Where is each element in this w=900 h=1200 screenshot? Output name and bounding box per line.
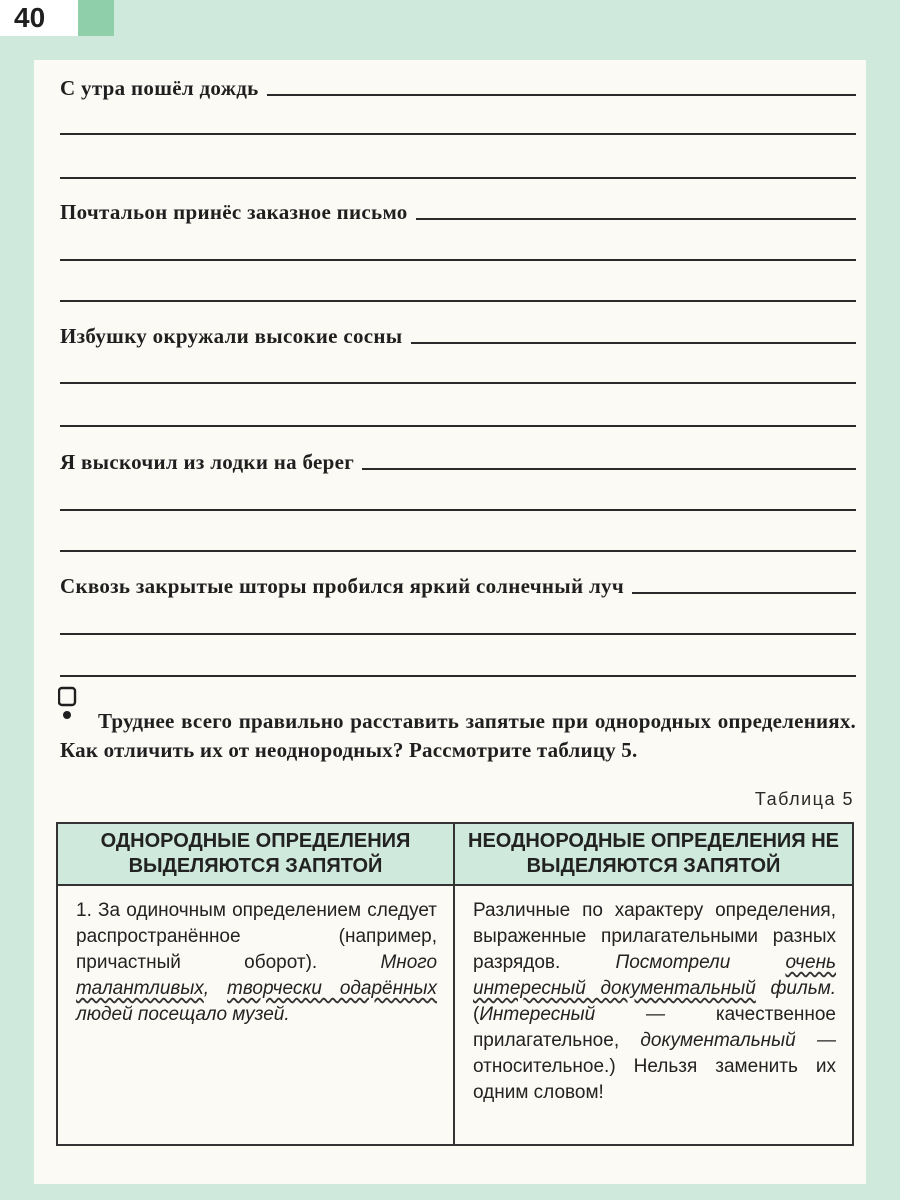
answer-line[interactable] [60,259,856,261]
table-cell-heterogeneous [455,886,852,1144]
tip-paragraph [60,707,856,765]
note-italic: документальный [640,1030,796,1051]
example-text: Много [380,952,438,973]
example-underlined: талантливых [76,978,204,999]
answer-line[interactable] [632,591,856,594]
exercise-row [60,196,856,224]
example-comma: , [203,978,210,999]
answer-line[interactable] [60,509,856,511]
answer-line[interactable] [60,133,856,135]
answer-line[interactable] [267,93,856,96]
exercise-sentence: Я выскочил из лодки на берег [60,450,355,474]
example-text: Посмотрели [615,952,731,973]
exercise-sentence: Избушку окружали высокие сосны [60,324,403,348]
tip-text: Труднее всего правильно расставить запятые при однородных определениях. Как отличить их от неоднородных? Рассмотрите таблицу 5. [60,709,856,762]
table-cell-homogeneous [58,886,455,1144]
note-text: ( [473,1004,480,1025]
exercise-sentence: Почтальон принёс заказное письмо [60,200,408,224]
page-tab-decoration [78,0,114,36]
answer-line[interactable] [60,177,856,179]
note-text: — качественное прилагательное, [473,1004,836,1051]
rule-text: Различные по характеру определения, выраженные прилагательными разных разрядов. [473,900,836,973]
note-italic: Интересный [479,1004,596,1025]
answer-line[interactable] [362,467,856,470]
answer-line[interactable] [60,382,856,384]
answer-line[interactable] [60,675,856,677]
table-header-heterogeneous: НЕОДНОРОДНЫЕ ОПРЕДЕЛЕНИЯ НЕ ВЫДЕЛЯЮТСЯ ЗАПЯТОЙ [455,824,852,886]
note-text: — относительное.) Нельзя заменить их одним словом! [473,1030,836,1103]
example-underlined: очень интересный документальный [473,952,837,999]
table-header-homogeneous: ОДНОРОДНЫЕ ОПРЕДЕЛЕНИЯ ВЫДЕЛЯЮТСЯ ЗАПЯТОЙ [58,824,455,886]
answer-line[interactable] [416,217,856,220]
page-number: 40 [14,2,46,33]
rule-text: 1. За одиночным определением следует распространённое (например, причастный оборот). [76,900,437,973]
answer-line[interactable] [60,633,856,635]
exercise-row [60,570,856,598]
answer-line[interactable] [411,341,857,344]
exercise-row [60,72,856,100]
page-number-box [0,0,78,36]
example-text: фильм [770,978,831,999]
answer-line[interactable] [60,550,856,552]
rules-table [56,822,854,1146]
exercise-sentence: Сквозь закрытые шторы пробился яркий солнечный луч [60,574,624,598]
exercise-row [60,320,856,348]
table-caption: Таблица 5 [754,789,854,809]
answer-line[interactable] [60,300,856,302]
example-text: людей посещало музей. [76,1004,290,1025]
answer-line[interactable] [60,425,856,427]
example-underlined: творчески одарённых [227,978,437,999]
exercise-sentence: С утра пошёл дождь [60,76,259,100]
example-period: . [830,978,837,999]
exercise-row [60,446,856,474]
